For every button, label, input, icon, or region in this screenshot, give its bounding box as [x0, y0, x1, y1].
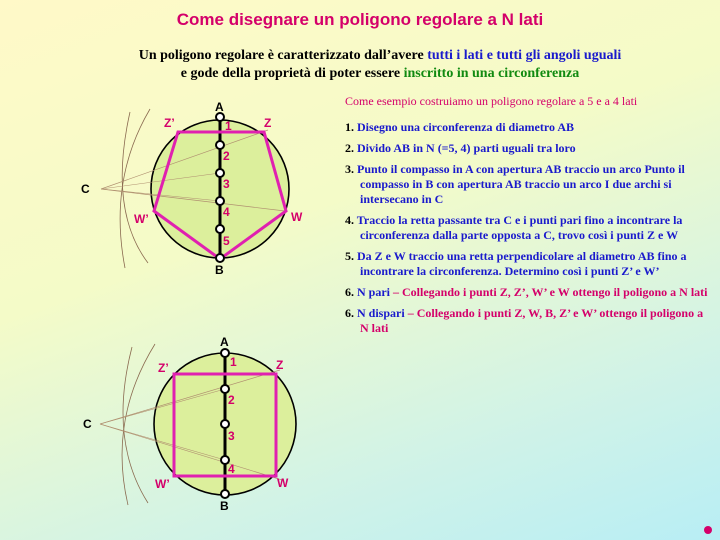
- division-point: [216, 225, 224, 233]
- step-2: [345, 141, 713, 156]
- label-w-bottom: W: [277, 476, 289, 490]
- label-c-bottom: C: [83, 417, 92, 431]
- step-text: Disegno una circonferenza di diametro AB: [357, 120, 574, 134]
- division-number: 1: [225, 119, 232, 133]
- label-w-top: W: [291, 210, 303, 224]
- step-text: – Collegando i punti Z, Z’, W’ e W ottengo il poligono a N lati: [390, 285, 708, 299]
- label-z-prime-top: Z’: [164, 116, 175, 130]
- step-5: [345, 249, 713, 279]
- step-4: [345, 213, 713, 243]
- step-6-odd-label: N dispari: [357, 306, 405, 320]
- diagram-square: [83, 335, 296, 513]
- point-b-bottom: [221, 490, 229, 498]
- division-number: 2: [223, 149, 230, 163]
- step-text: Punto il compasso in A con apertura AB traccio un arco Punto il compasso in B con apertura AB traccio un arco I due archi si intersecano in C: [357, 162, 685, 206]
- division-number: 4: [223, 205, 230, 219]
- intro-line-1-a: Un poligono regolare è caratterizzato dall’avere: [138, 48, 428, 63]
- step-number: 6.: [345, 285, 354, 299]
- step-6-even: [345, 285, 713, 300]
- diagram-pentagon: [81, 100, 303, 277]
- intro-line-1-b: tutti i lati e tutti gli angoli uguali: [427, 48, 622, 63]
- page-title: Come disegnare un poligono regolare a N lati: [176, 10, 544, 29]
- step-3: [345, 162, 713, 207]
- division-number: 5: [223, 234, 230, 248]
- division-point: [221, 420, 229, 428]
- step-number: 2.: [345, 141, 354, 155]
- label-z-top: Z: [264, 116, 272, 130]
- intro-line-2-a: e gode della proprietà di poter essere: [180, 66, 404, 81]
- step-text: Divido AB in N (=5, 4) parti uguali tra loro: [357, 141, 576, 155]
- step-number: 6.: [345, 306, 354, 320]
- point-a-bottom: [221, 349, 229, 357]
- division-point: [216, 141, 224, 149]
- label-w-prime-bottom: W’: [155, 477, 170, 491]
- division-number: 2: [228, 393, 235, 407]
- step-number: 1.: [345, 120, 354, 134]
- division-point: [216, 169, 224, 177]
- step-1: [345, 120, 713, 135]
- point-a-top: [216, 113, 224, 121]
- label-a-bottom: A: [220, 335, 229, 349]
- corner-dot: [704, 526, 712, 534]
- step-text: Traccio la retta passante tra C e i punti pari fino a incontrare la circonferenza dalla parte opposta a C, trovo così i punti Z e W: [356, 213, 683, 242]
- division-number: 3: [228, 429, 235, 443]
- label-z-bottom: Z: [276, 358, 284, 372]
- step-6-odd: [345, 306, 713, 336]
- division-number: 4: [228, 462, 235, 476]
- division-number: 3: [223, 177, 230, 191]
- division-number: 1: [230, 355, 237, 369]
- step-number: 4.: [345, 213, 354, 227]
- step-text: Da Z e W traccio una retta perpendicolare al diametro AB fino a incontrare la circonferenza. Determino così i punti Z’ e W’: [357, 249, 687, 278]
- label-c-top: C: [81, 182, 90, 196]
- step-number: 5.: [345, 249, 354, 263]
- steps-panel: [345, 94, 713, 342]
- step-6-even-label: N pari: [357, 285, 390, 299]
- label-w-prime-top: W’: [134, 212, 149, 226]
- arc-bottom-lower: [123, 347, 148, 503]
- arc-top-upper: [120, 109, 150, 268]
- intro-line-2-b: inscritto in una circonferenza: [403, 66, 580, 81]
- step-number: 3.: [345, 162, 354, 176]
- label-b-bottom: B: [220, 499, 229, 513]
- arc-top-lower: [122, 112, 148, 263]
- example-heading: Come esempio costruiamo un poligono regolare a 5 e a 4 lati: [345, 94, 638, 108]
- label-a-top: A: [215, 100, 224, 114]
- division-point: [216, 197, 224, 205]
- label-z-prime-bottom: Z’: [158, 361, 169, 375]
- step-text: – Collegando i punti Z, W, B, Z’ e W’ ottengo il poligono a N lati: [360, 306, 704, 335]
- point-b-top: [216, 254, 224, 262]
- label-b-top: B: [215, 263, 224, 277]
- division-point: [221, 385, 229, 393]
